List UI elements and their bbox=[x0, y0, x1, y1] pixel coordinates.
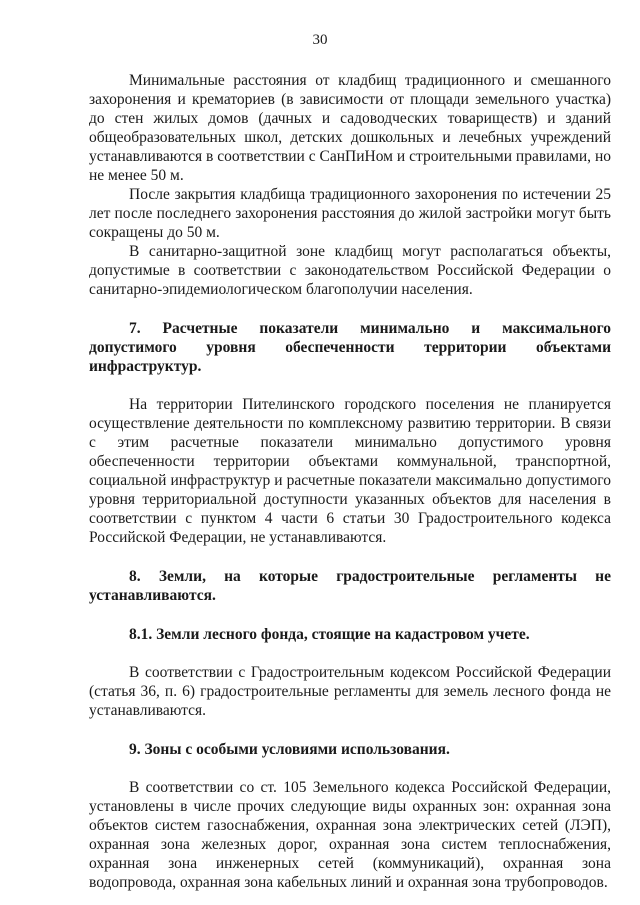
paragraph-forest-lands: В соответствии с Градостроительным кодексом Российской Федерации (статья 36, п. 6) градостроительные регламенты для земель лесного фонда не устанавливаются. bbox=[89, 664, 611, 719]
page-content bbox=[89, 71, 611, 892]
paragraph-cemetery-distances: Минимальные расстояния от кладбищ традиционного и смешанного захоронения и крематориев (в зависимости от площади земельного участка) до стен жилых домов (дачных и садоводческих товариществ) и зданий общеобразовательных школ, детских дошкольных и лечебных учреждений устанавливаются в соответствии с СанПиНом и строительными правилами, но не менее 50 м. bbox=[89, 72, 611, 184]
paragraph-protection-zones: В соответствии со ст. 105 Земельного кодекса Российской Федерации, установлены в числе прочих следующие виды охранных зон: охранная зона объектов систем газоснабжения, охранная зона электрических сетей (ЛЭП), охранная зона железных дорог, охранная зона систем теплоснабжения, охранная зона инженерных сетей (коммуникаций), охранная зона водопровода, охранная зона кабельных линий и охранная зона трубопроводов. bbox=[89, 779, 611, 891]
heading-section-9: 9. Зоны с особыми условиями использования. bbox=[129, 741, 450, 758]
paragraph-sanitary-zone: В санитарно-защитной зоне кладбищ могут располагаться объекты, допустимые в соответствии с законодательством Российской Федерации о санитарно-эпидемиологическом благополучии населения. bbox=[89, 243, 611, 298]
heading-section-8: 8. Земли, на которые градостроительные регламенты не устанавливаются. bbox=[89, 568, 611, 604]
heading-section-7: 7. Расчетные показатели минимально и максимального допустимого уровня обеспеченности территории объектами инфраструктур. bbox=[89, 320, 611, 375]
paragraph-cemetery-closure: После закрытия кладбища традиционного захоронения по истечении 25 лет после последнего захоронения расстояния до жилой застройки могут быть сокращены до 50 м. bbox=[89, 186, 611, 241]
heading-section-8-1: 8.1. Земли лесного фонда, стоящие на кадастровом учете. bbox=[129, 626, 530, 643]
page-number: 30 bbox=[312, 32, 328, 48]
paragraph-infrastructure: На территории Пителинского городского поселения не планируется осуществление деятельности по комплексному развитию территории. В связи с этим расчетные показатели минимально допустимого уровня обеспеченности территории объектами коммунальной, транспортной, социальной инфраструктур и расчетные показатели максимально допустимого уровня территориальной доступности указанных объектов для населения в соответствии с пунктом 4 части 6 статьи 30 Градостроительного кодекса Российской Федерации, не устанавливаются. bbox=[89, 396, 611, 546]
